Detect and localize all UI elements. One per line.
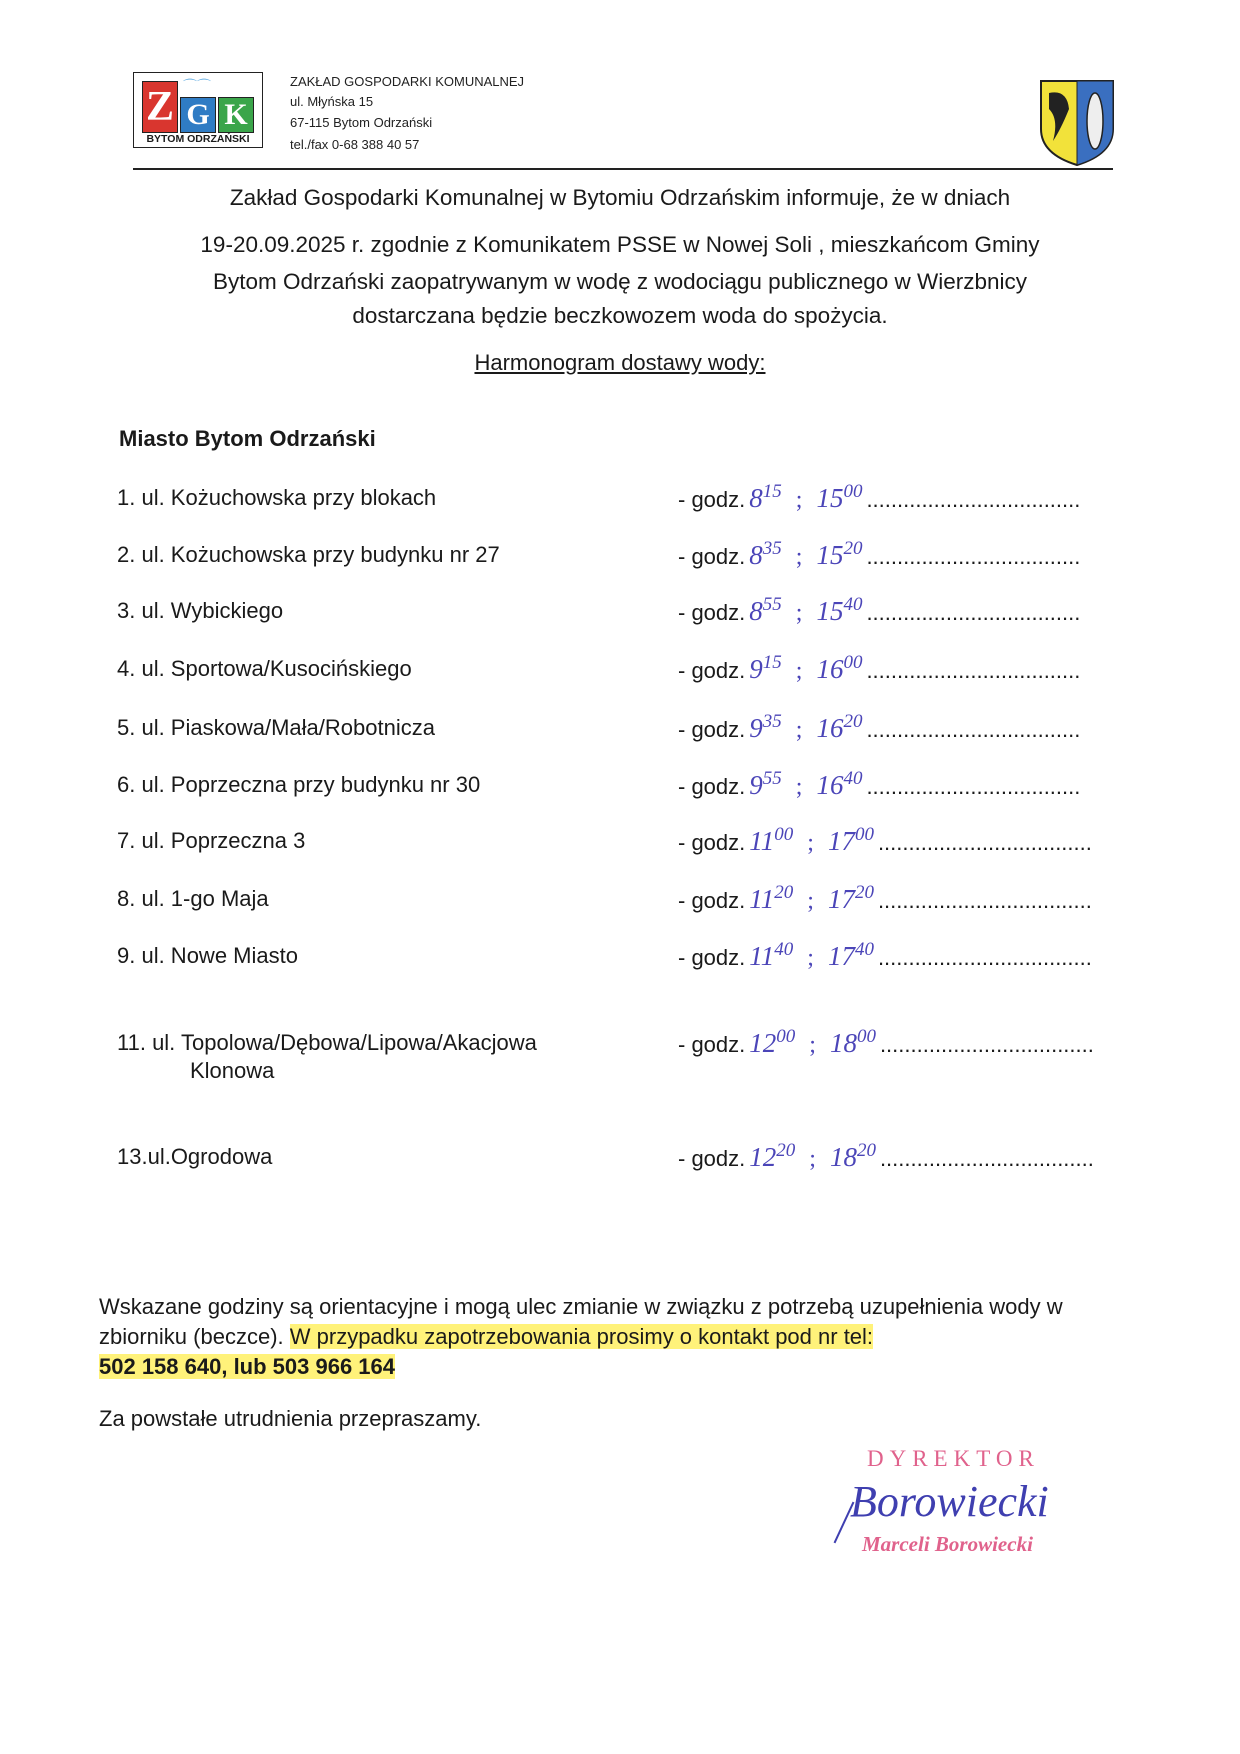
location-label: 11. ul. Topolowa/Dębowa/Lipowa/Akacjowa (117, 1030, 537, 1055)
start-minute: 20 (776, 1140, 796, 1161)
godz-label: - godz. (678, 888, 746, 913)
godz-label: - godz. (678, 774, 746, 799)
company-phone: tel./fax 0-68 388 40 57 (290, 137, 420, 152)
separator: ; (795, 658, 803, 684)
end-minute: 00 (856, 1026, 876, 1047)
logo-letter-z: Z (142, 81, 178, 133)
start-minute: 35 (762, 538, 782, 559)
start-time (749, 1028, 795, 1058)
intro-line-1: Zakład Gospodarki Komunalnej w Bytomiu Odrzańskim informuje, że w dniach (229, 185, 1011, 210)
end-hour: 16 (816, 713, 844, 743)
start-hour: 8 (749, 483, 763, 513)
start-time (749, 770, 782, 800)
end-time (816, 483, 862, 513)
time-row (678, 538, 1081, 570)
godz-label: - godz. (678, 600, 746, 625)
start-minute: 40 (774, 939, 794, 960)
city-heading: Miasto Bytom Odrzański (119, 426, 376, 451)
end-hour: 17 (827, 884, 855, 914)
schedule-title: Harmonogram dostawy wody: (474, 350, 766, 375)
dotted-line: ................................... (877, 830, 1092, 855)
phone-numbers: 502 158 640, lub 503 966 164 (99, 1354, 396, 1379)
end-time (828, 826, 874, 856)
start-minute: 55 (762, 594, 782, 615)
start-hour: 11 (749, 941, 775, 971)
start-time (749, 884, 793, 914)
time-row (678, 594, 1081, 626)
start-time (749, 654, 782, 684)
end-minute: 20 (843, 711, 863, 732)
separator: ; (807, 888, 814, 914)
godz-label: - godz. (678, 544, 746, 569)
start-time (749, 826, 793, 856)
end-hour: 15 (816, 483, 844, 513)
separator: ; (795, 600, 803, 626)
separator: ; (795, 487, 803, 513)
godz-label: - godz. (678, 945, 746, 970)
time-row (678, 711, 1081, 743)
end-minute: 00 (843, 652, 863, 673)
end-hour: 17 (827, 941, 855, 971)
end-hour: 16 (816, 770, 844, 800)
start-minute: 00 (774, 824, 794, 845)
godz-label: - godz. (678, 658, 746, 683)
location-label: 7. ul. Poprzeczna 3 (117, 828, 306, 853)
start-hour: 9 (749, 713, 763, 743)
apology: Za powstałe utrudnienia przepraszamy. (99, 1406, 482, 1431)
location-label: 6. ul. Poprzeczna przy budynku nr 30 (117, 772, 481, 797)
end-time (816, 540, 862, 570)
godz-label: - godz. (678, 830, 746, 855)
time-row (678, 939, 1092, 971)
end-minute: 20 (854, 882, 874, 903)
coat-of-arms-icon (1039, 79, 1115, 167)
location-label: 2. ul. Kożuchowska przy budynku nr 27 (117, 542, 500, 567)
dotted-line: ................................... (866, 544, 1081, 569)
time-row (678, 768, 1081, 800)
time-row (678, 882, 1092, 914)
header-divider (133, 168, 1113, 170)
end-hour: 18 (829, 1028, 857, 1058)
location-label: 3. ul. Wybickiego (117, 598, 284, 623)
intro-line-4: dostarczana będzie beczkowozem woda do spożycia. (352, 303, 888, 328)
location-label: 4. ul. Sportowa/Kusocińskiego (117, 656, 412, 681)
end-time (828, 941, 874, 971)
stamp-name: Marceli Borowiecki (862, 1532, 1033, 1556)
start-time (749, 1142, 795, 1172)
start-time (749, 540, 782, 570)
end-hour: 15 (816, 596, 844, 626)
start-minute: 35 (762, 711, 782, 732)
time-row (678, 652, 1081, 684)
fountain-icon: ⌒⌒ (183, 78, 211, 94)
start-minute: 55 (762, 768, 782, 789)
end-hour: 16 (816, 654, 844, 684)
logo-caption: BYTOM ODRZAŃSKI (146, 133, 250, 145)
end-minute: 00 (854, 824, 874, 845)
dotted-line: ................................... (877, 888, 1092, 913)
end-time (828, 884, 874, 914)
godz-label: - godz. (678, 1146, 746, 1171)
start-time (749, 596, 782, 626)
dotted-line: ................................... (879, 1032, 1094, 1057)
end-minute: 40 (843, 768, 863, 789)
start-time (749, 941, 793, 971)
end-time (816, 596, 862, 626)
end-time (816, 713, 862, 743)
time-row (678, 481, 1081, 513)
time-row (678, 1026, 1094, 1058)
start-hour: 9 (749, 654, 763, 684)
note-highlight: W przypadku zapotrzebowania prosimy o kontakt pod nr tel: (289, 1324, 874, 1349)
intro-line-2: 19-20.09.2025 r. zgodnie z Komunikatem PSSE w Nowej Soli , mieszkańcom Gminy (200, 232, 1040, 257)
end-time (816, 770, 862, 800)
end-time (830, 1142, 876, 1172)
start-hour: 11 (749, 884, 775, 914)
start-hour: 8 (749, 596, 763, 626)
time-row (678, 824, 1092, 856)
dotted-line: ................................... (866, 487, 1081, 512)
end-minute: 00 (843, 481, 863, 502)
end-minute: 40 (843, 594, 863, 615)
start-time (749, 713, 782, 743)
start-hour: 12 (749, 1028, 777, 1058)
start-minute: 15 (762, 652, 782, 673)
separator: ; (809, 1032, 816, 1058)
note-text: Wskazane godziny są orientacyjne i mogą ulec zmianie w związku z potrzebą uzupełnienia wody w zbiorniku (beczce). (99, 1294, 1063, 1349)
separator: ; (807, 945, 814, 971)
time-row (678, 1140, 1094, 1172)
zgk-logo (133, 72, 263, 148)
company-name: ZAKŁAD GOSPODARKI KOMUNALNEJ (290, 74, 525, 89)
dotted-line: ................................... (877, 945, 1092, 970)
separator: ; (807, 830, 814, 856)
separator: ; (795, 774, 803, 800)
note-paragraph (99, 1292, 1139, 1382)
end-hour: 17 (827, 826, 855, 856)
end-minute: 20 (843, 538, 863, 559)
location-label: 9. ul. Nowe Miasto (117, 943, 298, 968)
godz-label: - godz. (678, 717, 746, 742)
dotted-line: ................................... (866, 717, 1081, 742)
dotted-line: ................................... (879, 1146, 1094, 1171)
stamp-title: DYREKTOR (867, 1446, 1040, 1471)
separator: ; (795, 544, 803, 570)
location-label: 13.ul.Ogrodowa (117, 1144, 273, 1169)
start-hour: 11 (749, 826, 775, 856)
end-time (816, 654, 862, 684)
godz-label: - godz. (678, 487, 746, 512)
intro-line-3: Bytom Odrzański zaopatrywanym w wodę z wodociągu publicznego w Wierzbnicy (212, 269, 1028, 294)
dotted-line: ................................... (866, 658, 1081, 683)
end-minute: 20 (856, 1140, 876, 1161)
logo-letter-g: G (180, 97, 216, 133)
handwritten-signature: Borowiecki (850, 1477, 1049, 1526)
location-label: 8. ul. 1-go Maja (117, 886, 269, 911)
start-minute: 00 (776, 1026, 796, 1047)
start-hour: 9 (749, 770, 763, 800)
end-minute: 40 (854, 939, 874, 960)
end-time (830, 1028, 876, 1058)
godz-label: - godz. (678, 1032, 746, 1057)
company-street: ul. Młyńska 15 (290, 94, 374, 109)
separator: ; (809, 1146, 816, 1172)
dotted-line: ................................... (866, 774, 1081, 799)
start-hour: 12 (749, 1142, 777, 1172)
separator: ; (795, 717, 803, 743)
start-time (749, 483, 782, 513)
start-hour: 8 (749, 540, 763, 570)
company-city: 67-115 Bytom Odrzański (290, 115, 433, 130)
start-minute: 15 (762, 481, 782, 502)
end-hour: 18 (829, 1142, 857, 1172)
start-minute: 20 (774, 882, 794, 903)
dotted-line: ................................... (866, 600, 1081, 625)
end-hour: 15 (816, 540, 844, 570)
location-label: 1. ul. Kożuchowska przy blokach (117, 485, 437, 510)
logo-letter-k: K (218, 97, 254, 133)
location-label: 5. ul. Piaskowa/Mała/Robotnicza (117, 715, 435, 740)
location-label-cont: Klonowa (190, 1058, 275, 1083)
